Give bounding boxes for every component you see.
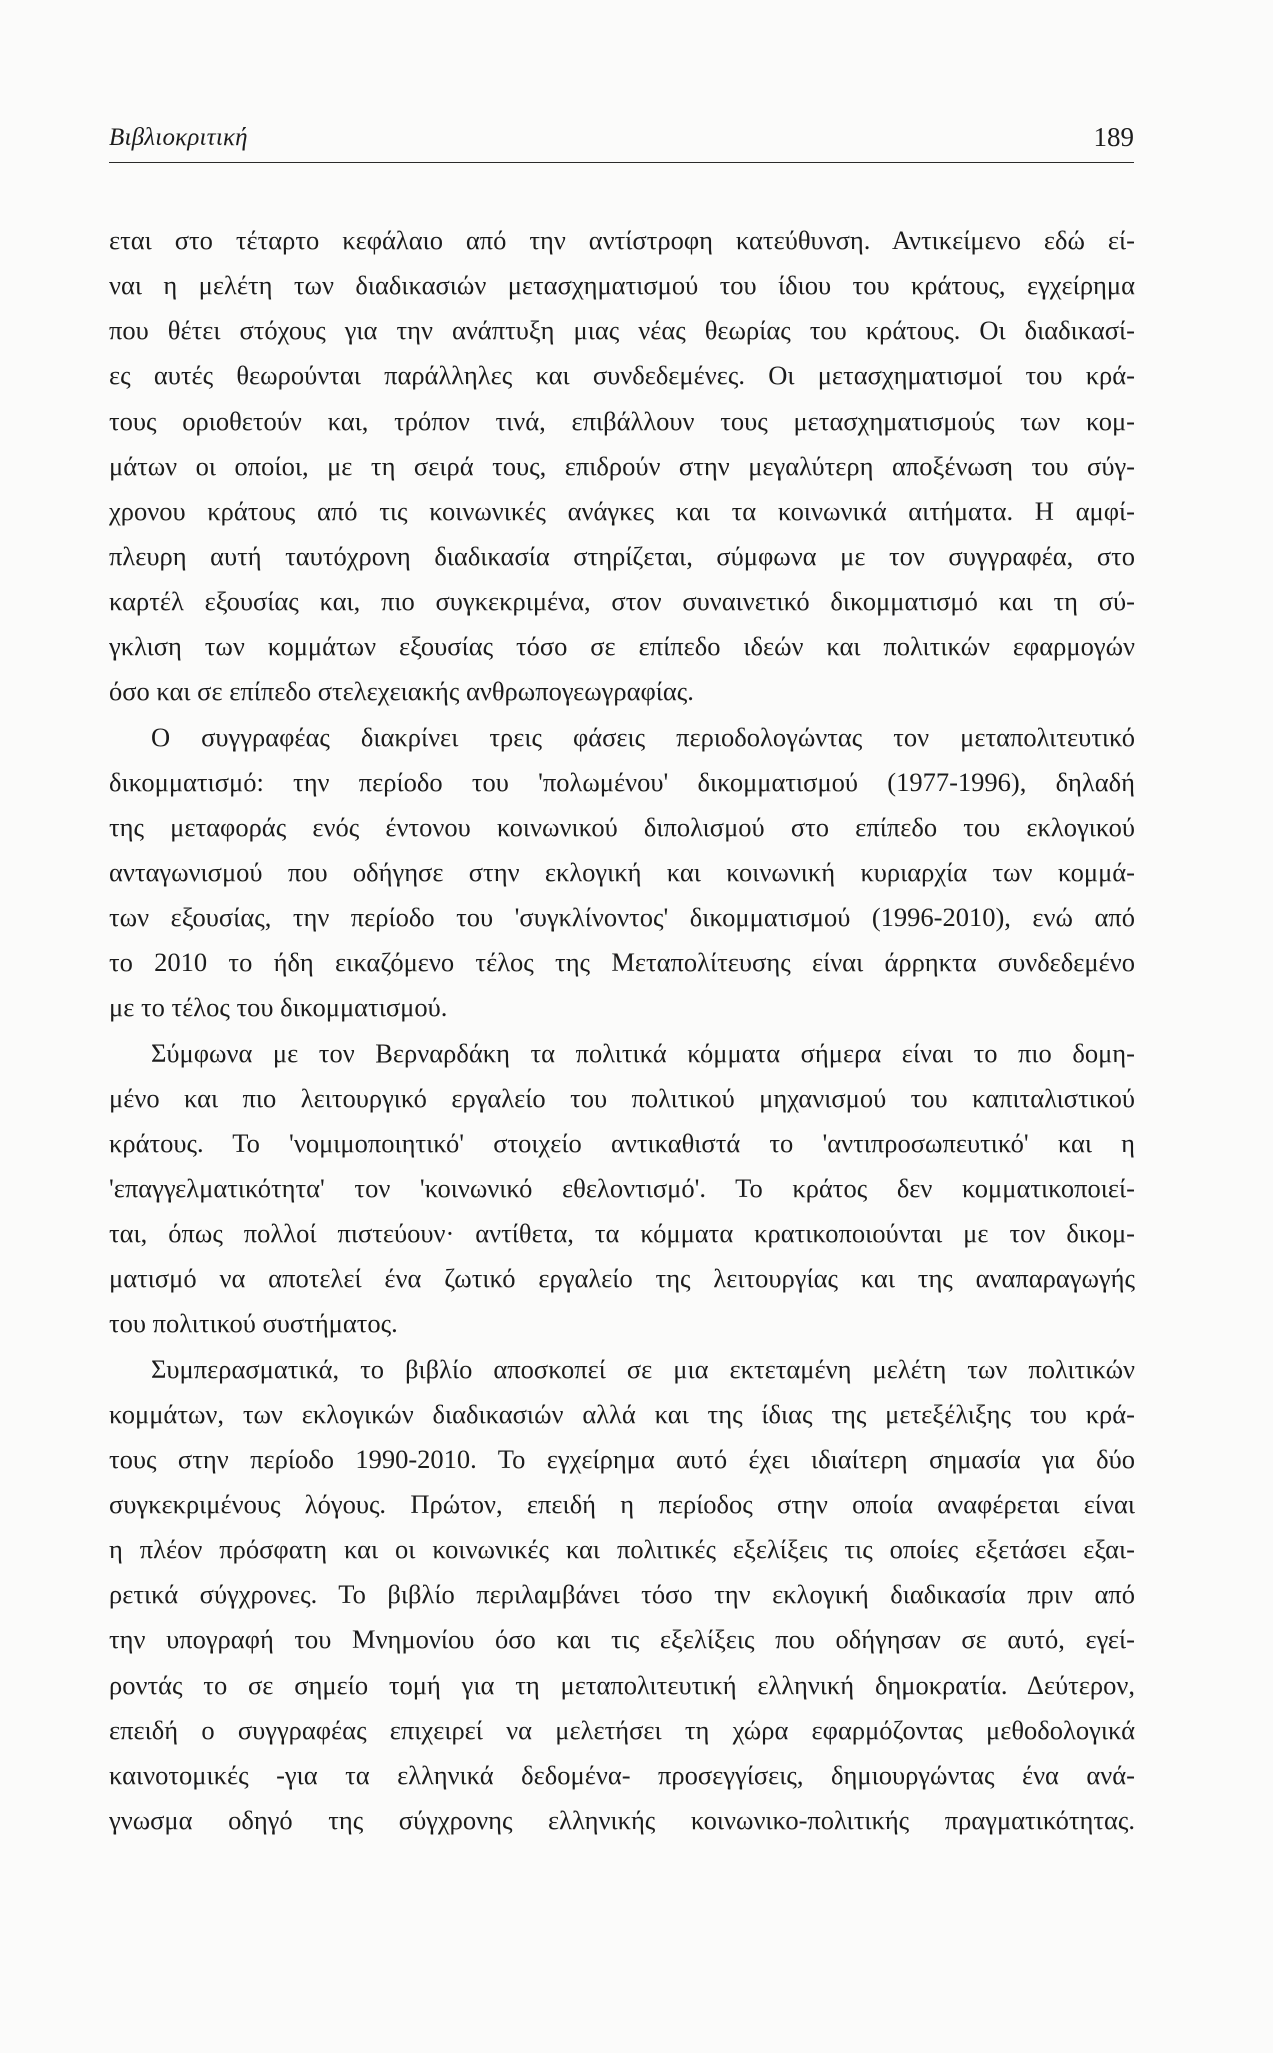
text-line: Σύμφωνα με τον Βερναρδάκη τα πολιτικά κόμματα σήμερα είναι το πιο δομη- xyxy=(151,1037,1135,1068)
text-line: επειδή ο συγγραφέας επιχειρεί να μελετήσει τη χώρα εφαρμόζοντας μεθοδολογικά xyxy=(109,1714,1135,1745)
text-line: χρονου κράτους από τις κοινωνικές ανάγκες και τα κοινωνικά αιτήματα. Η αμφί- xyxy=(109,495,1135,526)
text-line: καρτέλ εξουσίας και, πιο συγκεκριμένα, στον συναινετικό δικομματισμό και τη σύ- xyxy=(109,586,1135,617)
text-line: πλευρη αυτή ταυτόχρονη διαδικασία στηρίζεται, σύμφωνα με τον συγγραφέα, στο xyxy=(109,540,1135,571)
text-line: ανταγωνισμού που οδήγησε στην εκλογική και κοινωνική κυριαρχία των κομμά- xyxy=(109,856,1135,887)
running-header xyxy=(109,118,1134,163)
text-line: που θέτει στόχους για την ανάπτυξη μιας νέας θεωρίας του κράτους. Οι διαδικασί- xyxy=(109,315,1135,346)
text-line: των εξουσίας, την περίοδο του 'συγκλίνοντος' δικομματισμού (1996-2010), ενώ από xyxy=(109,902,1135,933)
text-line: ροντάς το σε σημείο τομή για τη μεταπολιτευτική ελληνική δημοκρατία. Δεύτερον, xyxy=(109,1669,1135,1700)
text-line: κομμάτων, των εκλογικών διαδικασιών αλλά και της ίδιας της μετεξέλιξης του κρά- xyxy=(109,1398,1135,1429)
text-line: ρετικά σύγχρονες. Το βιβλίο περιλαμβάνει τόσο την εκλογική διαδικασία πριν από xyxy=(109,1579,1135,1610)
text-line: του πολιτικού συστήματος. xyxy=(109,1308,398,1339)
text-line: το 2010 το ήδη εικαζόμενο τέλος της Μεταπολίτευσης είναι άρρηκτα συνδεδεμένο xyxy=(109,947,1135,978)
text-line: της μεταφοράς ενός έντονου κοινωνικού διπολισμού στο επίπεδο του εκλογικού xyxy=(109,811,1135,842)
text-line: δικομματισμό: την περίοδο του 'πολωμένου' δικομματισμού (1977-1996), δηλαδή xyxy=(109,766,1135,797)
text-line: συγκεκριμένους λόγους. Πρώτον, επειδή η περίοδος στην οποία αναφέρεται είναι xyxy=(109,1488,1135,1519)
text-line: ναι η μελέτη των διαδικασιών μετασχηματισμού του ίδιου του κράτους, εγχείρημα xyxy=(109,270,1135,301)
text-line: ται, όπως πολλοί πιστεύουν· αντίθετα, τα κόμματα κρατικοποιούνται με τον δικομ- xyxy=(109,1218,1135,1249)
text-line: μάτων οι οποίοι, με τη σειρά τους, επιδρούν στην μεγαλύτερη αποξένωση του σύγ- xyxy=(109,450,1135,481)
text-line: Συμπερασματικά, το βιβλίο αποσκοπεί σε μια εκτεταμένη μελέτη των πολιτικών xyxy=(151,1353,1135,1384)
text-line: εται στο τέταρτο κεφάλαιο από την αντίστροφη κατεύθυνση. Αντικείμενο εδώ εί- xyxy=(109,225,1135,255)
text-line: ματισμό να αποτελεί ένα ζωτικό εργαλείο της λειτουργίας και της αναπαραγωγής xyxy=(109,1263,1135,1294)
text-line: με το τέλος του δικομματισμού. xyxy=(109,992,448,1023)
text-line: ες αυτές θεωρούνται παράλληλες και συνδεδεμένες. Οι μετασχηματισμοί του κρά- xyxy=(109,360,1135,391)
page-number: 189 xyxy=(1093,122,1134,152)
text-line: όσο και σε επίπεδο στελεχειακής ανθρωπογεωγραφίας. xyxy=(109,676,694,707)
text-line: 'επαγγελματικότητα' τον 'κοινωνικό εθελοντισμό'. Το κράτος δεν κομματικοποιεί- xyxy=(109,1172,1135,1203)
text-line: κράτους. Το 'νομιμοποιητικό' στοιχείο αντικαθιστά το 'αντιπροσωπευτικό' και η xyxy=(109,1127,1135,1158)
body-text xyxy=(109,218,1135,1843)
text-line: καινοτομικές -για τα ελληνικά δεδομένα- προσεγγίσεις, δημιουργώντας ένα ανά- xyxy=(109,1759,1135,1790)
text-line: γνωσμα οδηγό της σύγχρονης ελληνικής κοινωνικο-πολιτικής πραγματικότητας. xyxy=(109,1804,1135,1835)
text-line: την υπογραφή του Μνημονίου όσο και τις εξελίξεις που οδήγησαν σε αυτό, εγεί- xyxy=(109,1624,1135,1655)
text-line: Ο συγγραφέας διακρίνει τρεις φάσεις περιοδολογώντας τον μεταπολιτευτικό xyxy=(151,721,1135,752)
text-line: η πλέον πρόσφατη και οι κοινωνικές και πολιτικές εξελίξεις τις οποίες εξετάσει εξαι- xyxy=(109,1534,1135,1565)
text-line: τους στην περίοδο 1990-2010. Το εγχείρημα αυτό έχει ιδιαίτερη σημασία για δύο xyxy=(109,1443,1135,1474)
text-line: τους οριοθετούν και, τρόπον τινά, επιβάλλουν τους μετασχηματισμούς των κομ- xyxy=(109,405,1135,436)
text-line: γκλιση των κομμάτων εξουσίας τόσο σε επίπεδο ιδεών και πολιτικών εφαρμογών xyxy=(109,631,1135,662)
text-line: μένο και πιο λειτουργικό εργαλείο του πολιτικού μηχανισμού του καπιταλιστικού xyxy=(109,1082,1135,1113)
running-title: Βιβλιοκριτική xyxy=(109,124,248,151)
